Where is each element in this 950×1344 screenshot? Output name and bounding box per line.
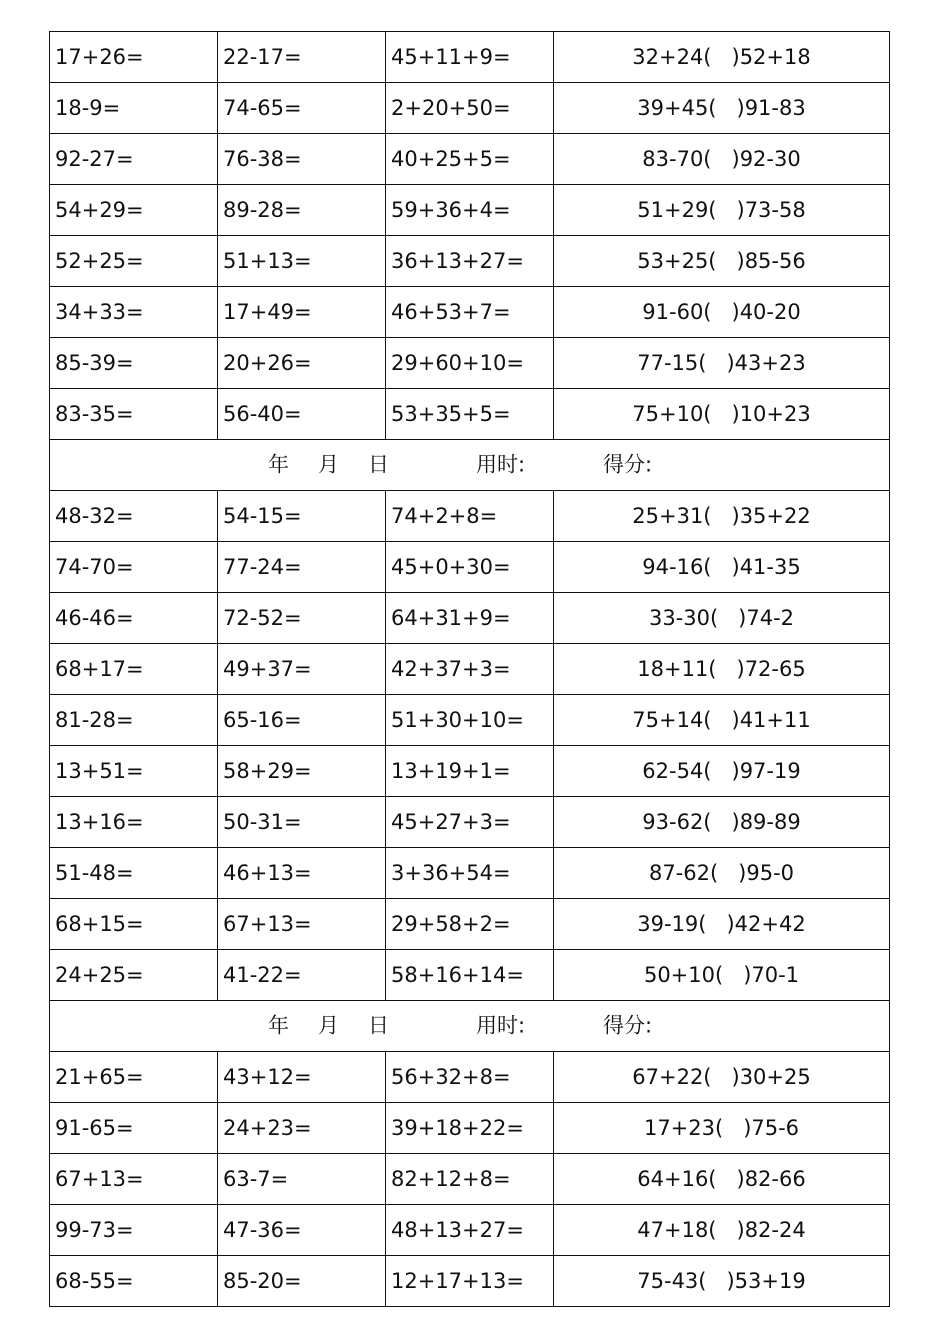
comparison-left: 39-19( (637, 911, 707, 936)
comparison-left: 77-15( (637, 350, 707, 375)
comparison-cell (554, 593, 890, 644)
problem-cell-col2: 43+12= (218, 1052, 386, 1103)
comparison-expression (637, 248, 806, 273)
comparison-expression (637, 1166, 806, 1191)
comparison-expression (632, 401, 811, 426)
problem-cell-col2: 67+13= (218, 899, 386, 950)
comparison-right: )82-66 (736, 1166, 806, 1191)
problem-cell-col1: 17+26= (50, 32, 218, 83)
problem-cell-col3: 45+0+30= (386, 542, 554, 593)
comparison-right: )75-6 (743, 1115, 800, 1140)
header-year: 年 (268, 1013, 289, 1038)
comparison-expression (648, 860, 795, 885)
problem-cell-col1: 68+15= (50, 899, 218, 950)
problem-cell-col2: 41-22= (218, 950, 386, 1001)
problem-row (50, 1052, 890, 1103)
problem-row (50, 695, 890, 746)
comparison-expression (643, 962, 800, 987)
problem-row (50, 950, 890, 1001)
header-month: 月 (318, 452, 339, 477)
comparison-left: 91-60( (642, 299, 712, 324)
problem-cell-col2: 76-38= (218, 134, 386, 185)
problem-cell-col3: 42+37+3= (386, 644, 554, 695)
problem-cell-col2: 77-24= (218, 542, 386, 593)
problem-row (50, 1256, 890, 1307)
problem-cell-col3: 51+30+10= (386, 695, 554, 746)
problem-cell-col2: 72-52= (218, 593, 386, 644)
comparison-expression (632, 1064, 811, 1089)
problem-cell-col2: 65-16= (218, 695, 386, 746)
comparison-cell (554, 1052, 890, 1103)
comparison-expression (642, 554, 801, 579)
comparison-cell (554, 899, 890, 950)
problem-row (50, 746, 890, 797)
comparison-cell (554, 542, 890, 593)
comparison-right: )42+42 (726, 911, 806, 936)
header-time-label: 用时: (476, 452, 526, 477)
comparison-left: 64+16( (637, 1166, 717, 1191)
comparison-cell (554, 950, 890, 1001)
comparison-expression (632, 707, 811, 732)
comparison-expression (632, 44, 811, 69)
problem-cell-col2: 74-65= (218, 83, 386, 134)
problem-cell-col1: 48-32= (50, 491, 218, 542)
comparison-left: 75+14( (632, 707, 712, 732)
comparison-left: 18+11( (637, 656, 717, 681)
comparison-cell (554, 1256, 890, 1307)
problem-row (50, 134, 890, 185)
date-time-score-header-row (50, 440, 890, 491)
comparison-left: 62-54( (642, 758, 712, 783)
problem-cell-col1: 21+65= (50, 1052, 218, 1103)
comparison-expression (642, 809, 801, 834)
problem-cell-col2: 47-36= (218, 1205, 386, 1256)
comparison-cell (554, 185, 890, 236)
comparison-right: )92-30 (731, 146, 801, 171)
comparison-expression (637, 350, 806, 375)
comparison-expression (637, 1268, 806, 1293)
problem-cell-col1: 52+25= (50, 236, 218, 287)
comparison-left: 25+31( (632, 503, 712, 528)
problem-cell-col2: 22-17= (218, 32, 386, 83)
problem-cell-col3: 2+20+50= (386, 83, 554, 134)
problem-cell-col2: 24+23= (218, 1103, 386, 1154)
comparison-right: )41+11 (731, 707, 811, 732)
comparison-cell (554, 644, 890, 695)
problem-cell-col1: 18-9= (50, 83, 218, 134)
worksheet-body (50, 32, 890, 1307)
problem-row (50, 491, 890, 542)
problem-row (50, 185, 890, 236)
comparison-expression (648, 605, 795, 630)
problem-cell-col3: 53+35+5= (386, 389, 554, 440)
problem-row (50, 389, 890, 440)
problem-cell-col3: 29+60+10= (386, 338, 554, 389)
problem-row (50, 338, 890, 389)
problem-cell-col1: 13+51= (50, 746, 218, 797)
comparison-right: )30+25 (731, 1064, 811, 1089)
header-cell (50, 440, 890, 491)
problem-cell-col3: 74+2+8= (386, 491, 554, 542)
comparison-cell (554, 848, 890, 899)
comparison-right: )95-0 (738, 860, 795, 885)
comparison-right: )10+23 (731, 401, 811, 426)
comparison-right: )91-83 (736, 95, 806, 120)
problem-cell-col1: 92-27= (50, 134, 218, 185)
header-day: 日 (368, 452, 389, 477)
comparison-cell (554, 491, 890, 542)
header-year: 年 (268, 452, 289, 477)
problem-cell-col3: 59+36+4= (386, 185, 554, 236)
problem-cell-col2: 17+49= (218, 287, 386, 338)
header-day: 日 (368, 1013, 389, 1038)
problem-cell-col1: 83-35= (50, 389, 218, 440)
comparison-right: )43+23 (726, 350, 806, 375)
problem-cell-col3: 39+18+22= (386, 1103, 554, 1154)
problem-cell-col1: 54+29= (50, 185, 218, 236)
problem-cell-col1: 13+16= (50, 797, 218, 848)
problem-row (50, 287, 890, 338)
comparison-expression (637, 197, 806, 222)
problem-cell-col3: 64+31+9= (386, 593, 554, 644)
comparison-cell (554, 797, 890, 848)
problem-row (50, 644, 890, 695)
comparison-cell (554, 338, 890, 389)
problem-cell-col1: 68+17= (50, 644, 218, 695)
problem-row (50, 32, 890, 83)
problem-row (50, 593, 890, 644)
comparison-right: )40-20 (731, 299, 801, 324)
problem-row (50, 1154, 890, 1205)
header-month: 月 (318, 1013, 339, 1038)
comparison-left: 17+23( (643, 1115, 724, 1140)
problem-cell-col2: 85-20= (218, 1256, 386, 1307)
comparison-cell (554, 236, 890, 287)
problem-cell-col1: 34+33= (50, 287, 218, 338)
problem-cell-col2: 46+13= (218, 848, 386, 899)
problem-cell-col2: 58+29= (218, 746, 386, 797)
comparison-right: )70-1 (743, 962, 800, 987)
problem-cell-col3: 45+27+3= (386, 797, 554, 848)
problem-cell-col2: 50-31= (218, 797, 386, 848)
header-score-label: 得分: (603, 452, 653, 477)
problem-row (50, 83, 890, 134)
problem-cell-col2: 49+37= (218, 644, 386, 695)
comparison-cell (554, 32, 890, 83)
problem-row (50, 797, 890, 848)
comparison-cell (554, 1205, 890, 1256)
problem-cell-col2: 20+26= (218, 338, 386, 389)
problem-cell-col3: 13+19+1= (386, 746, 554, 797)
comparison-left: 47+18( (637, 1217, 717, 1242)
comparison-expression (642, 299, 801, 324)
problem-row (50, 542, 890, 593)
comparison-left: 51+29( (637, 197, 717, 222)
comparison-expression (637, 911, 806, 936)
problem-cell-col2: 63-7= (218, 1154, 386, 1205)
problem-cell-col3: 45+11+9= (386, 32, 554, 83)
comparison-left: 87-62( (648, 860, 719, 885)
comparison-right: )52+18 (731, 44, 811, 69)
comparison-cell (554, 695, 890, 746)
comparison-right: )53+19 (726, 1268, 806, 1293)
problem-cell-col3: 46+53+7= (386, 287, 554, 338)
problem-cell-col2: 56-40= (218, 389, 386, 440)
problem-cell-col1: 67+13= (50, 1154, 218, 1205)
problem-cell-col3: 82+12+8= (386, 1154, 554, 1205)
comparison-expression (642, 146, 801, 171)
comparison-cell (554, 1154, 890, 1205)
comparison-left: 33-30( (648, 605, 719, 630)
problem-cell-col3: 36+13+27= (386, 236, 554, 287)
comparison-right: )35+22 (731, 503, 811, 528)
problem-cell-col1: 24+25= (50, 950, 218, 1001)
comparison-expression (637, 656, 806, 681)
comparison-right: )72-65 (736, 656, 806, 681)
problem-row (50, 899, 890, 950)
problem-cell-col3: 12+17+13= (386, 1256, 554, 1307)
comparison-left: 75-43( (637, 1268, 707, 1293)
problem-cell-col1: 85-39= (50, 338, 218, 389)
comparison-right: )85-56 (736, 248, 806, 273)
problem-cell-col1: 51-48= (50, 848, 218, 899)
header-time-label: 用时: (476, 1013, 526, 1038)
problem-cell-col3: 29+58+2= (386, 899, 554, 950)
comparison-cell (554, 746, 890, 797)
comparison-right: )97-19 (731, 758, 801, 783)
problem-row (50, 1103, 890, 1154)
comparison-right: )89-89 (731, 809, 801, 834)
comparison-right: )74-2 (738, 605, 795, 630)
date-time-score-header-row (50, 1001, 890, 1052)
problem-cell-col1: 68-55= (50, 1256, 218, 1307)
comparison-left: 39+45( (637, 95, 717, 120)
comparison-expression (642, 758, 801, 783)
comparison-left: 83-70( (642, 146, 712, 171)
comparison-left: 94-16( (642, 554, 712, 579)
problem-row (50, 236, 890, 287)
comparison-left: 53+25( (637, 248, 717, 273)
comparison-right: )73-58 (736, 197, 806, 222)
problem-cell-col2: 54-15= (218, 491, 386, 542)
header-cell (50, 1001, 890, 1052)
problem-cell-col3: 40+25+5= (386, 134, 554, 185)
comparison-cell (554, 1103, 890, 1154)
comparison-left: 67+22( (632, 1064, 712, 1089)
worksheet-table (49, 31, 890, 1307)
problem-cell-col3: 48+13+27= (386, 1205, 554, 1256)
problem-cell-col1: 46-46= (50, 593, 218, 644)
comparison-right: )82-24 (736, 1217, 806, 1242)
comparison-right: )41-35 (731, 554, 801, 579)
problem-cell-col3: 58+16+14= (386, 950, 554, 1001)
problem-cell-col3: 3+36+54= (386, 848, 554, 899)
problem-cell-col1: 91-65= (50, 1103, 218, 1154)
problem-cell-col1: 74-70= (50, 542, 218, 593)
comparison-left: 32+24( (632, 44, 712, 69)
header-score-label: 得分: (603, 1013, 653, 1038)
comparison-expression (643, 1115, 800, 1140)
comparison-cell (554, 83, 890, 134)
comparison-left: 75+10( (632, 401, 712, 426)
problem-cell-col2: 89-28= (218, 185, 386, 236)
comparison-expression (637, 95, 806, 120)
problem-row (50, 848, 890, 899)
comparison-left: 93-62( (642, 809, 712, 834)
comparison-cell (554, 389, 890, 440)
comparison-left: 50+10( (643, 962, 724, 987)
comparison-cell (554, 134, 890, 185)
problem-cell-col1: 99-73= (50, 1205, 218, 1256)
problem-cell-col2: 51+13= (218, 236, 386, 287)
comparison-expression (637, 1217, 806, 1242)
problem-cell-col1: 81-28= (50, 695, 218, 746)
comparison-expression (632, 503, 811, 528)
problem-row (50, 1205, 890, 1256)
problem-cell-col3: 56+32+8= (386, 1052, 554, 1103)
comparison-cell (554, 287, 890, 338)
